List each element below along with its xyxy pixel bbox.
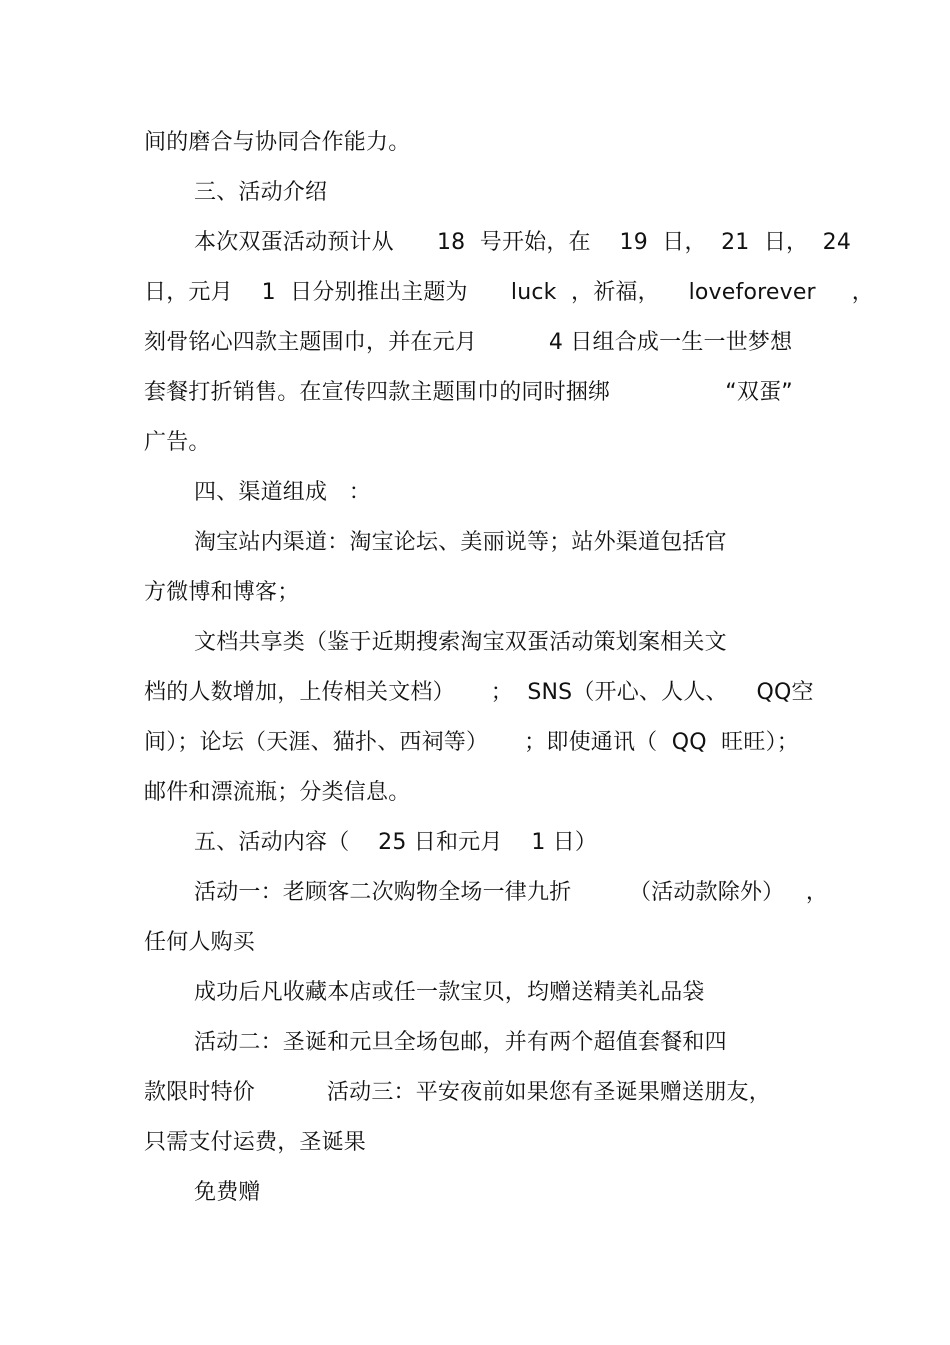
paragraph-line: 广告。 xyxy=(144,430,211,455)
section-heading-activity-content: 五、活动内容（ 25 日和元月 1 日） xyxy=(194,830,598,855)
paragraph-line: 活动二：圣诞和元旦全场包邮，并有两个超值套餐和四 xyxy=(194,1030,727,1055)
paragraph-line: 邮件和漂流瓶；分类信息。 xyxy=(144,780,411,805)
paragraph-line: 日，元月 1 日分别推出主题为 luck ，祈福， loveforever ， xyxy=(144,280,874,305)
paragraph-line: 文档共享类（鉴于近期搜索淘宝双蛋活动策划案相关文 xyxy=(194,630,727,655)
section-heading-activity-intro: 三、活动介绍 xyxy=(194,180,328,205)
paragraph-line: 间）；论坛（天涯、猫扑、西祠等） ；即使通讯（ QQ 旺旺）； xyxy=(144,730,799,755)
paragraph-line: 任何人购买 xyxy=(144,930,256,955)
paragraph-line: 方微博和博客； xyxy=(144,580,300,605)
paragraph-line: 间的磨合与协同合作能力。 xyxy=(144,130,411,155)
paragraph-line: 活动一：老顾客二次购物全场一律九折 （活动款除外） ， xyxy=(194,880,829,905)
paragraph-line: 免费赠 xyxy=(194,1180,261,1205)
paragraph-line: 淘宝站内渠道：淘宝论坛、美丽说等；站外渠道包括官 xyxy=(194,530,727,555)
paragraph-line: 款限时特价 活动三：平安夜前如果您有圣诞果赠送朋友， xyxy=(144,1080,771,1105)
paragraph-line: 档的人数增加，上传相关文档） ； SNS（开心、人人、 QQ空 xyxy=(144,680,814,705)
section-heading-channels: 四、渠道组成 ： xyxy=(194,480,371,505)
paragraph-line: 成功后凡收藏本店或任一款宝贝，均赠送精美礼品袋 xyxy=(194,980,705,1005)
paragraph-line: 只需支付运费，圣诞果 xyxy=(144,1130,367,1155)
paragraph-line: 套餐打折销售。在宣传四款主题围巾的同时捆绑 “双蛋” xyxy=(144,380,793,405)
paragraph-line: 刻骨铭心四款主题围巾，并在元月 4 日组合成一生一世梦想 xyxy=(144,330,793,355)
paragraph-line: 本次双蛋活动预计从 18 号开始，在 19 日， 21 日， 24 xyxy=(194,230,852,255)
